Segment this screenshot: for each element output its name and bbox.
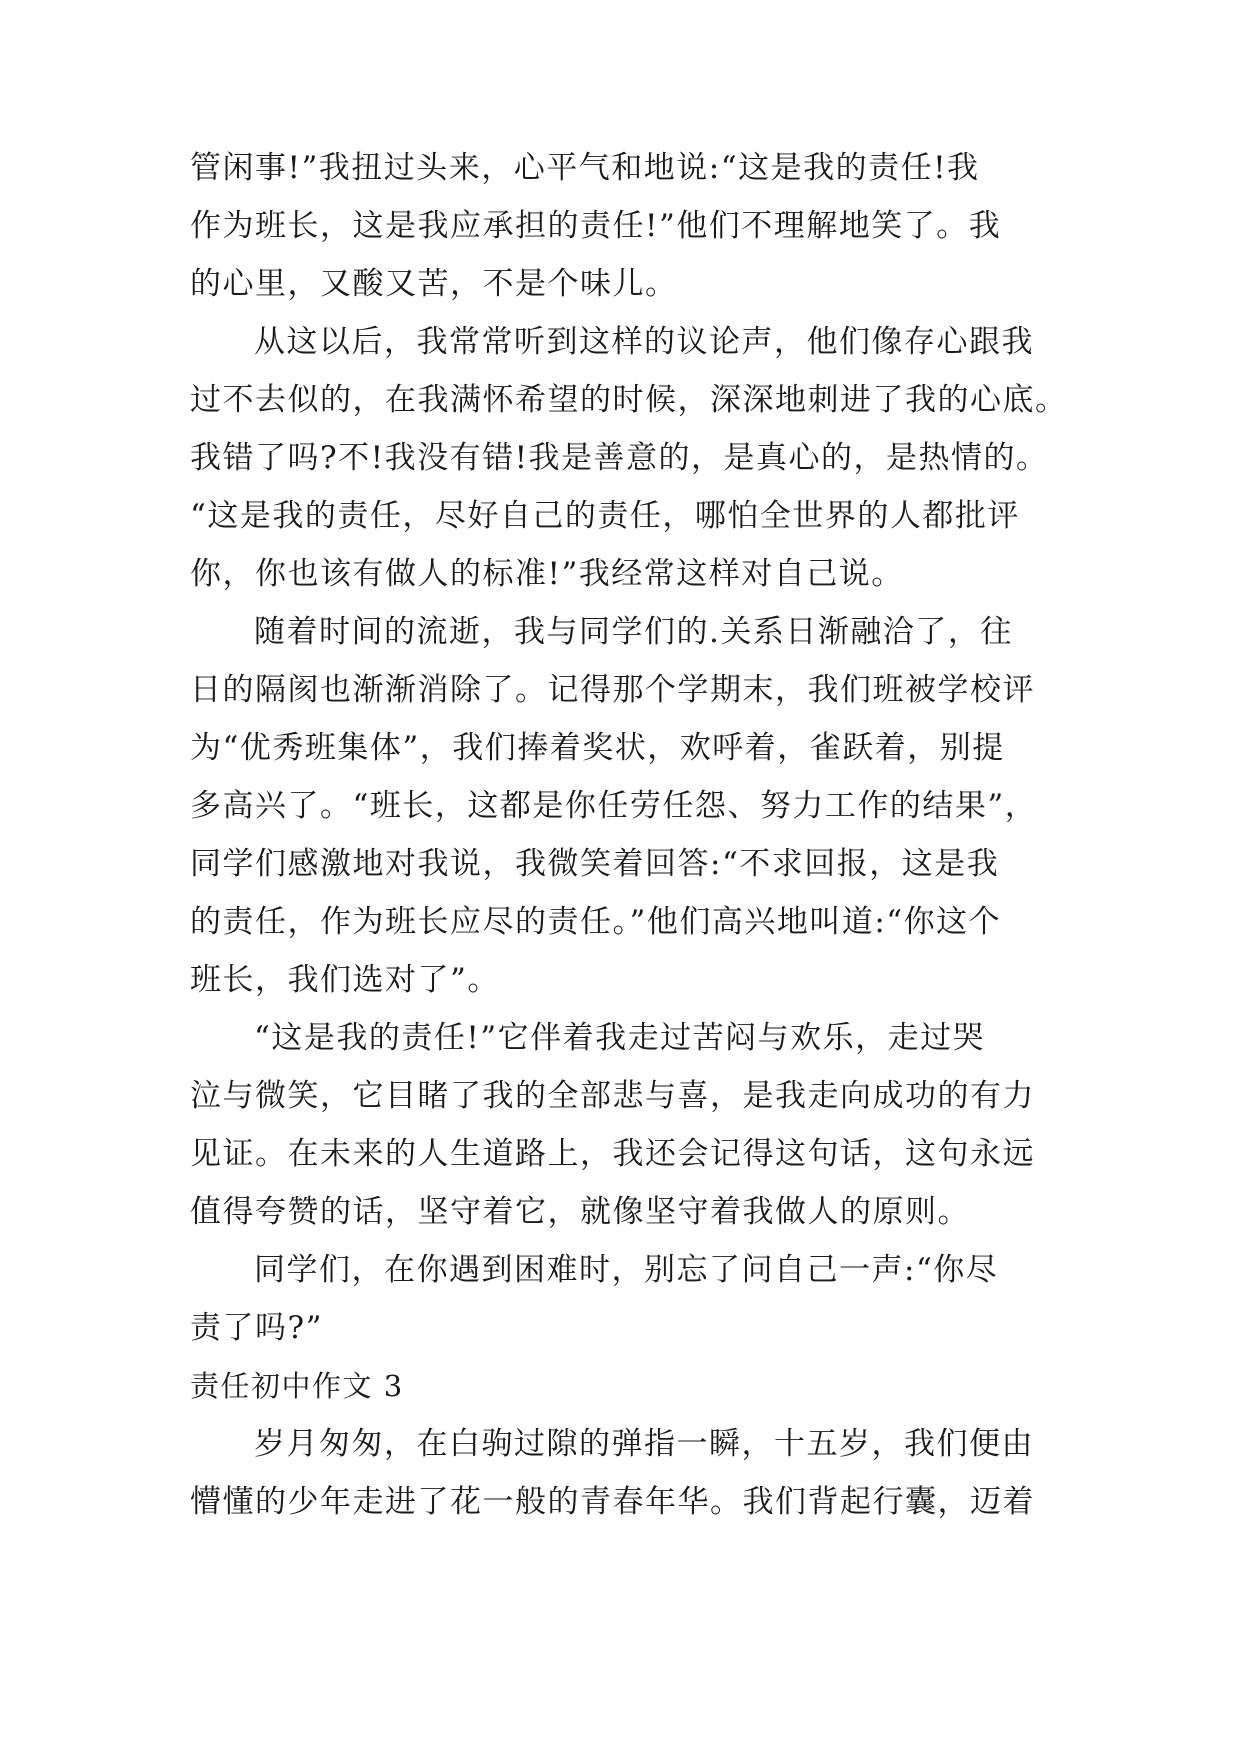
text-line: 见证。在未来的人生道路上，我还会记得这句话，这句永远	[190, 1136, 1035, 1172]
text-line: 懵懂的少年走进了花一般的青春年华。我们背起行囊，迈着	[190, 1484, 1035, 1520]
paragraph-first-line: 从这以后，我常常听到这样的议论声，他们像存心跟我	[254, 324, 1034, 360]
text-line: 的责任，作为班长应尽的责任。”他们高兴地叫道:“你这个	[190, 904, 1002, 940]
text-line: 泣与微笑，它目睹了我的全部悲与喜，是我走向成功的有力	[190, 1078, 1035, 1114]
text-line: 作为班长，这是我应承担的责任!”他们不理解地笑了。我	[190, 208, 1002, 244]
text-line: 同学们感激地对我说，我微笑着回答:“不求回报，这是我	[190, 846, 1000, 882]
text-line: 我错了吗?不!我没有错!我是善意的，是真心的，是热情的。	[190, 440, 1049, 476]
text-line: 班长，我们选对了”。	[190, 962, 500, 998]
paragraph-first-line: 岁月匆匆，在白驹过隙的弹指一瞬，十五岁，我们便由	[254, 1426, 1034, 1462]
paragraph-first-line: 同学们，在你遇到困难时，别忘了问自己一声:“你尽	[254, 1252, 999, 1288]
text-line: 管闲事!”我扭过头来，心平气和地说:“这是我的责任!我	[190, 150, 980, 186]
text-line: 多高兴了。“班长，这都是你任劳任怨、努力工作的结果”，	[190, 788, 1038, 824]
paragraph-first-line: “这是我的责任!”它伴着我走过苦闷与欢乐，走过哭	[254, 1020, 986, 1056]
text-line: 日的隔阂也渐渐消除了。记得那个学期末，我们班被学校评	[190, 672, 1035, 708]
text-line: 过不去似的，在我满怀希望的时候，深深地刺进了我的心底。	[190, 382, 1068, 418]
text-line: “这是我的责任，尽好自己的责任，哪怕全世界的人都批评	[190, 498, 1020, 534]
paragraph-first-line: 随着时间的流逝，我与同学们的.关系日渐融洽了，往	[254, 614, 1013, 650]
text-line: 值得夸赞的话，坚守着它，就像坚守着我做人的原则。	[190, 1194, 970, 1230]
section-heading: 责任初中作文 3	[190, 1369, 404, 1403]
text-line: 为“优秀班集体”，我们捧着奖状，欢呼着，雀跃着，别提	[190, 730, 1005, 766]
text-line: 的心里，又酸又苦，不是个味儿。	[190, 266, 678, 302]
text-line: 责了吗?”	[190, 1310, 323, 1346]
text-line: 你，你也该有做人的标准!”我经常这样对自己说。	[190, 556, 904, 592]
